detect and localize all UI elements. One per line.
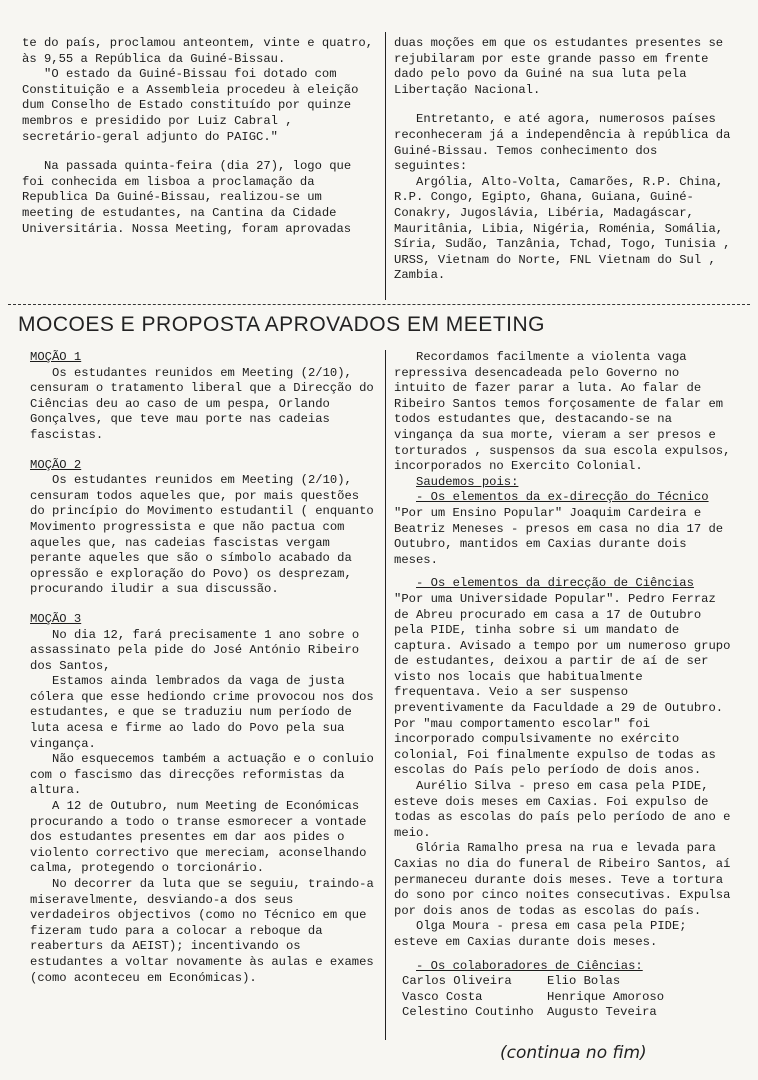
top-left-paragraph-3: Na passada quinta-feira (dia 27), logo que foi conhecida em lisboa a proclamação da Republica Da Guiné-Bissau, realizou-se um meeting de estudantes, na Cantina da Cidade Universitária. Nossa Meeting, foram aprovadas: [22, 159, 352, 236]
collaborator-name: Elio Bolas: [547, 974, 621, 989]
motion-3-text-d: A 12 de Outubro, num Meeting de Económicas procurando a todo o transe esmorecer a vontade dos estudantes presentes em dar aos pides o violento correctivo que mereciam, aconselhando calma, protegendo o torcionário.: [30, 799, 367, 876]
saudemos-heading: Saudemos pois:: [416, 474, 519, 489]
motion-2-text: Os estudantes reunidos em Meeting (2/10), censuram todos aqueles que, por mais questões do princípio do Movimento estudantil ( enquanto Movimento progressista e que não pactua com aqueles que, nas cadeias fascistas vergam perante aqueles que são o símbolo acabado da opressão e exploração do Povo) os desprezam, procurando iludir a sua discussão.: [30, 473, 374, 597]
olga-text: Olga Moura - presa em casa pela PIDE; esteve em Caxias durante dois meses.: [394, 919, 687, 949]
collaborators-list: [394, 974, 734, 1021]
motion-2-heading: MOÇÃO 2: [30, 457, 82, 472]
tecnico-heading: - Os elementos da ex-direcção do Técnico: [416, 490, 709, 505]
top-left-column: [22, 36, 376, 237]
section-divider: [8, 304, 750, 306]
bottom-column-divider: [385, 350, 386, 1040]
motions-column: [30, 350, 376, 986]
top-right-paragraph-2: Entretanto, e até agora, numerosos países reconheceram já a independência à república da Guiné-Bissau. Temos conhecimento dos seguintes:: [394, 112, 731, 174]
collaborator-name: Carlos Oliveira: [402, 974, 512, 989]
top-left-paragraph-2: "O estado da Guiné-Bissau foi dotado com Constituição e a Assembleia procedeu à eleição dum Conselho de Estado constituído por quinze membros e presidido por Luiz Cabral , secretário-geral adjunto do PAIGC.": [22, 67, 359, 144]
gloria-text: Glória Ramalho presa na rua e levada para Caxias no dia do funeral de Ribeiro Santos, aí permaneceu durante dois meses. Teve a tortura do sono por cinco noites consecutivas. Expulsa por dois anos de todas as escolas do país.: [394, 841, 731, 918]
ciencias-heading: - Os elementos da direcção de Ciências: [416, 576, 694, 591]
tecnico-text: "Por um Ensino Popular" Joaquim Cardeira e Beatriz Meneses - presos em casa no dia 17 de Outubro, mantidos em Caxias durante dois meses.: [394, 505, 724, 567]
motion-3-text-b: Estamos ainda lembrados da vaga de justa cólera que esse hediondo crime provocou nos dos estudantes, e que se traduziu num período de luta acesa e firme ao lado do Povo pela sua vingança.: [30, 674, 374, 751]
motion-3-text-e: No decorrer da luta que se seguiu, traindo-a miseravelmente, desviando-a dos seus verdadeiros objectivos (como no Técnico em que fizeram tudo para a colocar a reboque da reaberturs da AEIST); incentivando os estudantes a voltar novamente às aulas e exames (como aconteceu em Económicas).: [30, 877, 374, 985]
top-right-column: [394, 36, 732, 284]
collaborator-name: Henrique Amoroso: [547, 989, 665, 1004]
right-paragraph-1: Recordamos facilmente a violenta vaga repressiva desencadeada pelo Governo no intuito de fazer parar a luta. Ao falar de Ribeiro Santos temos forçosamente de falar em todos estudantes que, destacando-se na vingança da sua morte, vieram a ser presos e torturados , suspensos da sua escola expulsos, incorporados no Exercito Colonial.: [394, 350, 731, 474]
motion-3-text-a: No dia 12, fará precisamente 1 ano sobre o assassinato pela pide do José António Ribeiro dos Santos,: [30, 627, 360, 673]
collaborator-name: Augusto Teveira: [547, 1005, 657, 1020]
colaboradores-heading: - Os colaboradores de Ciências:: [416, 958, 643, 973]
handwritten-continuation-note: (continua no fim): [500, 1043, 647, 1063]
top-right-paragraph-1: duas moções em que os estudantes presentes se rejubilaram por este grande passo em frente dado pelo povo da Guiné na sua luta pela Libertação Nacional.: [394, 36, 724, 97]
motion-1-heading: MOÇÃO 1: [30, 350, 82, 364]
aurelio-text: Aurélio Silva - preso em casa pela PIDE, esteve dois meses em Caxias. Foi expulso de todas as escolas do país pelo período de ano e meio.: [394, 779, 731, 840]
salutes-column: [394, 350, 734, 1021]
collaborator-name: Vasco Costa: [402, 989, 483, 1004]
top-left-paragraph-1: te do país, proclamou anteontem, vinte e quatro, às 9,55 a República da Guiné-Bissau.: [22, 36, 374, 66]
top-column-divider: [385, 32, 386, 300]
motion-3-heading: MOÇÃO 3: [30, 611, 82, 626]
country-list: Argólia, Alto-Volta, Camarões, R.P. China, R.P. Congo, Egipto, Ghana, Guiana, Guiné-Conakry, Jugoslávia, Libéria, Madagáscar, Mauritânia, Libia, Nigéria, Roménia, Somália, Síria, Sudão, Tanzânia, Tchad, Togo, Tunisia , URSS, Vietnam do Norte, FNL Vietnam do Sul , Zambia.: [394, 174, 731, 283]
motion-1-text: Os estudantes reunidos em Meeting (2/10), censuram o tratamento liberal que a Direcção do Ciências deu ao caso de um pespa, Orlando Gonçalves, que teve mau porte nas cadeias fascistas.: [30, 365, 374, 442]
collaborator-name: Celestino Coutinho: [402, 1005, 534, 1020]
section-title: MOCOES E PROPOSTA APROVADOS EM MEETING: [18, 313, 545, 336]
ciencias-text: "Por uma Universidade Popular". Pedro Ferraz de Abreu procurado em casa a 17 de Outubro pela PIDE, tinha sobre si um mandato de captura. Avisado a tempo por um numeroso grupo de estudantes, deixou a partir de aí de ser visto nos locais que habitualmente frequentava. Veio a ser suspenso preventivamente da Faculdade a 29 de Outubro. Por "mau comportamento escolar" foi incorporado compulsivamente no exército colonial, Foi finalmente expulso de todas as escolas do País pelo período de dois anos.: [394, 591, 731, 778]
motion-3-text-c: Não esquecemos também a actuação e o conluio com o fascismo das direcções reformistas da altura.: [30, 752, 374, 798]
